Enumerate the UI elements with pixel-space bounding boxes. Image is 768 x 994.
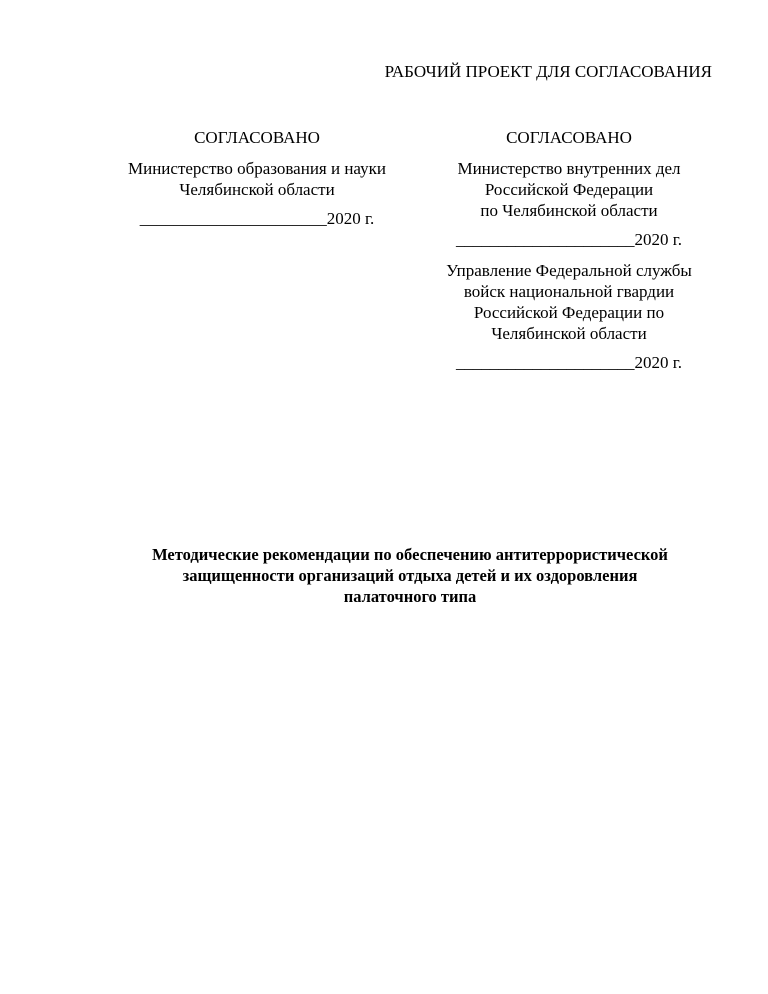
approval-heading-right: СОГЛАСОВАНО	[506, 128, 632, 147]
draft-label: РАБОЧИЙ ПРОЕКТ ДЛЯ СОГЛАСОВАНИЯ	[384, 62, 712, 81]
signature-line-right-1: _____________________2020 г.	[455, 230, 683, 249]
approval-block-right	[430, 127, 708, 373]
approval-heading-left: СОГЛАСОВАНО	[194, 128, 320, 147]
organization-name-right-2: Управление Федеральной службы войск национальной гвардии Российской Федерации по Челябинской области	[446, 261, 692, 343]
organization-name-right-1: Министерство внутренних дел Российской Федерации по Челябинской области	[457, 159, 681, 220]
approval-block-left	[112, 127, 402, 229]
document-title: Методические рекомендации по обеспечению антитеррористической защищенности организаций отдыха детей и их оздоровления палаточного типа	[152, 545, 668, 606]
organization-name-left: Министерство образования и науки Челябинской области	[128, 159, 386, 199]
signature-line-left: ______________________2020 г.	[139, 209, 375, 228]
signature-line-right-2: _____________________2020 г.	[455, 353, 683, 372]
